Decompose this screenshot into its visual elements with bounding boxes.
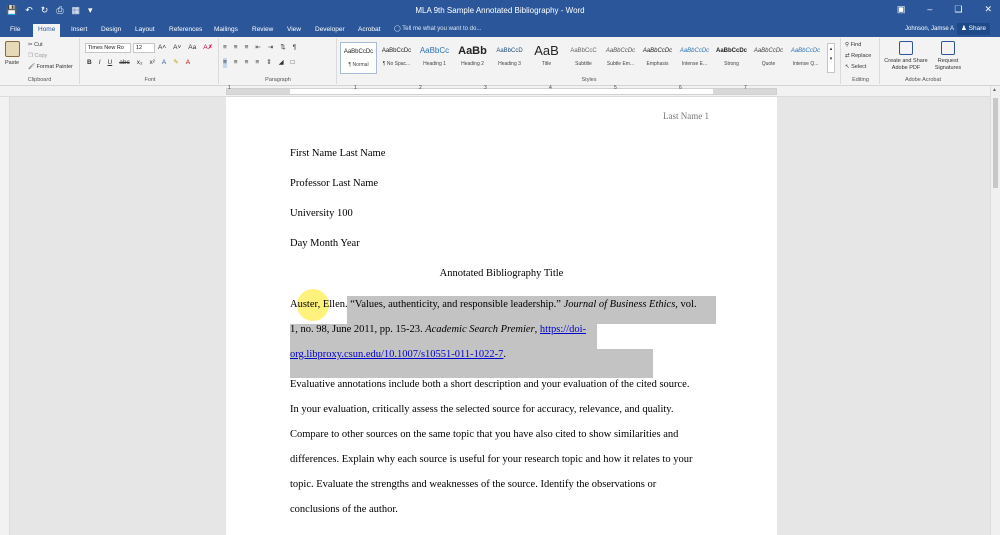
ruler-number: 3 [484, 85, 487, 91]
justify-icon[interactable]: ≡ [255, 59, 260, 66]
title-bar [0, 0, 1000, 22]
style-quote[interactable] [750, 42, 787, 74]
borders-icon[interactable]: □ [290, 59, 295, 66]
tab-review[interactable]: Review [252, 26, 274, 33]
style-name: Quote [761, 61, 776, 67]
pdf-icon [899, 41, 913, 55]
tab-file[interactable]: File [0, 22, 30, 37]
ruler-number: 1 [354, 85, 357, 91]
annotation-line[interactable]: Evaluative annotations include both a short description and your evaluation of the cited source. [290, 379, 690, 390]
chevron-down-icon[interactable]: ▾ [829, 56, 833, 62]
citation-database: Academic Search Premier [425, 324, 535, 335]
style-name: Intense E... [681, 61, 708, 67]
style-no-spacing[interactable] [378, 42, 415, 74]
tab-design[interactable]: Design [101, 26, 122, 33]
clipboard-label: Clipboard [27, 77, 52, 83]
tab-insert[interactable]: Insert [71, 26, 88, 33]
font-format-tools [87, 58, 190, 68]
font-label: Font [144, 77, 156, 83]
scroll-thumb[interactable] [993, 98, 998, 188]
style-sample: AaBbCcDc [605, 48, 636, 54]
minimize-icon[interactable]: – [927, 4, 933, 14]
multilevel-list-icon[interactable]: ≡ [244, 44, 249, 51]
paragraph-label: Paragraph [265, 77, 291, 83]
scroll-up-icon[interactable]: ▲ [992, 87, 997, 93]
annotation-line[interactable]: differences. Explain why each source is useful for your research topic and how it relates to your [290, 454, 693, 465]
bibliography-title[interactable]: Annotated Bibliography Title [439, 268, 564, 279]
italic-icon[interactable]: I [98, 59, 101, 66]
align-left-icon[interactable]: ≡ [223, 59, 227, 66]
share-button[interactable]: ♟ Share [957, 23, 990, 35]
editing-group [842, 38, 880, 84]
annotation-line[interactable]: conclusions of the author. [290, 504, 398, 515]
ruler-number: 7 [744, 85, 747, 91]
show-marks-icon[interactable]: ¶ [292, 44, 297, 51]
style-sample: AaBbCcD [496, 48, 523, 54]
citation-article: . “Values, authenticity, and responsible leadership.” [344, 299, 564, 310]
style-heading-2[interactable] [454, 42, 491, 74]
style-title[interactable] [528, 42, 565, 74]
citation-line-1[interactable] [290, 299, 697, 311]
create-pdf-button[interactable]: Create and Share Adobe PDF [881, 41, 931, 72]
shrink-font-icon[interactable]: A˅ [173, 44, 182, 51]
save-icon[interactable]: 💾 [6, 5, 18, 15]
annotation-line[interactable]: Compare to other sources on the same topic that you have also cited to show similarities and [290, 429, 679, 440]
restore-icon[interactable]: ❑ [954, 4, 963, 14]
print-preview-icon[interactable]: ⎙ [56, 5, 64, 15]
numbering-icon[interactable]: ≡ [233, 44, 238, 51]
copy-icon: ❐ [28, 53, 35, 59]
redo-icon[interactable]: ↻ [40, 5, 49, 15]
clear-formatting-icon[interactable]: A✗ [203, 44, 214, 51]
strikethrough-icon[interactable]: abc [119, 59, 130, 66]
citation-author: Auster, Ellen [290, 299, 345, 310]
align-right-icon[interactable]: ≡ [244, 59, 249, 66]
style-name: ¶ No Spac... [382, 61, 411, 67]
close-icon[interactable]: ✕ [984, 4, 992, 14]
window-controls [897, 4, 992, 15]
citation-link-part2[interactable]: org.libproxy.csun.edu/10.1007/s10551-011-1022-7 [290, 349, 504, 360]
vertical-scrollbar[interactable] [990, 86, 1000, 535]
style-name: Subtitle [575, 61, 592, 67]
ruler-number: 1 [228, 85, 231, 91]
superscript-icon[interactable]: x² [149, 59, 155, 66]
ribbon-home [0, 37, 1000, 86]
style-sample: AaB [534, 43, 559, 58]
bold-icon[interactable]: B [87, 59, 92, 66]
tab-view[interactable]: View [287, 26, 301, 33]
style-sample: AaBb [458, 45, 487, 57]
increase-indent-icon[interactable]: ⇥ [267, 44, 274, 51]
ruler-number: 5 [614, 85, 617, 91]
style-strong[interactable] [713, 42, 750, 74]
text-effects-icon[interactable]: A [161, 59, 167, 66]
replace-icon: ⇄ [845, 53, 852, 59]
scissors-icon: ✂ [28, 42, 35, 48]
font-name-combo[interactable]: Times New Ro [85, 43, 131, 53]
ruler-strip [226, 85, 777, 95]
editing-label: Editing [852, 77, 869, 83]
course-line[interactable]: University 100 [290, 208, 353, 219]
tab-layout[interactable]: Layout [135, 26, 155, 33]
paragraph-row-1 [223, 43, 296, 53]
style-normal[interactable] [340, 42, 377, 74]
style-intense-quote[interactable] [787, 42, 824, 74]
bullets-icon[interactable]: ≡ [223, 44, 227, 51]
style-subtle-emphasis[interactable] [602, 42, 639, 74]
style-sample: AaBbCcDc [715, 48, 747, 54]
subscript-icon[interactable]: x₂ [136, 59, 143, 66]
tab-acrobat[interactable]: Acrobat [358, 26, 381, 33]
style-name: Strong [724, 61, 739, 67]
citation-line-3[interactable] [290, 349, 506, 361]
ribbon-tabs [0, 22, 1000, 37]
style-subtitle[interactable] [565, 42, 602, 74]
horizontal-ruler[interactable] [0, 86, 1000, 97]
tab-home[interactable]: Home [33, 24, 60, 37]
style-name: Heading 3 [498, 61, 521, 67]
style-emphasis[interactable] [639, 42, 676, 74]
user-name[interactable]: Johnson, Jamse A [905, 26, 955, 32]
vertical-ruler[interactable] [0, 97, 10, 535]
style-name: Title [541, 61, 552, 67]
style-sample: AaBbCcDc [343, 49, 374, 55]
date-line[interactable]: Day Month Year [290, 238, 360, 249]
style-sample: AaBbCc [419, 46, 450, 55]
font-size-combo[interactable]: 12 [133, 43, 155, 53]
style-heading-3[interactable] [491, 42, 528, 74]
ruler-number: 4 [549, 85, 552, 91]
citation-end: . [503, 349, 507, 360]
grow-font-icon[interactable]: A˄ [158, 44, 167, 51]
citation-volume: , vol. [675, 299, 697, 310]
share-person-icon: ♟ [961, 25, 969, 32]
tab-mailings[interactable]: Mailings [214, 26, 238, 33]
acrobat-label: Adobe Acrobat [904, 77, 942, 83]
sort-icon[interactable]: ⇅ [280, 44, 286, 51]
lightbulb-icon: ◯ [394, 26, 403, 32]
ruler-left-margin [227, 89, 290, 94]
replace-button[interactable]: ⇄ Replace [845, 53, 872, 59]
table-icon[interactable]: ▦ [71, 5, 81, 15]
decrease-indent-icon[interactable]: ⇤ [255, 44, 261, 51]
paragraph-group [220, 38, 337, 84]
style-name: Intense Q... [792, 61, 819, 67]
align-center-icon[interactable]: ≡ [233, 59, 238, 66]
professor-line[interactable]: Professor Last Name [290, 178, 379, 189]
student-name-line[interactable]: First Name Last Name [290, 148, 386, 159]
styles-label: Styles [581, 77, 597, 83]
style-sample: AaBbCcDc [642, 48, 673, 54]
line-spacing-icon[interactable]: ⇕ [266, 59, 272, 66]
highlight-icon[interactable]: ✎ [173, 59, 179, 66]
copy-button[interactable]: ❐ Copy [28, 53, 48, 59]
tell-me-search[interactable]: ◯ Tell me what you want to do... [394, 26, 482, 32]
cursor-icon: ↖ [845, 64, 852, 70]
tab-references[interactable]: References [169, 26, 203, 33]
acrobat-group [881, 38, 965, 84]
citation-details: 1, no. 98, June 2011, pp. 15-23. [290, 324, 426, 335]
annotation-line[interactable]: topic. Evaluate the strengths and weaknesses of the source. Identify the observations or [290, 479, 657, 490]
font-group [82, 38, 219, 84]
undo-icon[interactable]: ↶ [25, 5, 33, 15]
style-sample: AaBbCcDc [753, 48, 784, 54]
underline-icon[interactable]: U [107, 59, 113, 66]
style-sample: AaBbCcDc [790, 48, 821, 54]
citation-comma: , [534, 324, 540, 335]
style-sample: AaBbCcC [570, 48, 597, 54]
style-name: Subtle Em... [606, 61, 635, 67]
style-name: Emphasis [646, 61, 669, 67]
style-intense-emphasis[interactable] [676, 42, 713, 74]
change-case-icon[interactable]: Aa [188, 44, 197, 51]
ruler-number: 2 [419, 85, 422, 91]
font-color-icon[interactable]: A [185, 59, 191, 66]
shading-icon[interactable]: ◢ [278, 59, 284, 66]
style-name: Heading 1 [423, 61, 446, 67]
paste-icon[interactable] [5, 41, 20, 57]
paragraph-row-2 [223, 58, 295, 68]
ribbon-display-icon[interactable]: ▣ [896, 4, 906, 14]
clipboard-group [0, 38, 80, 84]
cut-button[interactable]: ✂ Cut [28, 42, 43, 48]
brush-icon: 🖌 [28, 64, 37, 70]
signature-icon [941, 41, 955, 55]
find-button[interactable]: ⚲ Find [845, 42, 862, 48]
annotation-line[interactable]: In your evaluation, critically assess the selected source for accuracy, relevance, and quality. [290, 404, 674, 415]
font-size-tools [158, 43, 213, 53]
citation-line-2[interactable] [290, 324, 586, 336]
style-heading-1[interactable] [416, 42, 453, 74]
window-title: MLA 9th Sample Annotated Bibliography - Word [415, 6, 585, 15]
page-header[interactable]: Last Name 1 [663, 111, 709, 121]
style-name: ¶ Normal [348, 62, 369, 68]
styles-gallery-scroll[interactable] [827, 43, 835, 73]
styles-group [338, 38, 841, 84]
ruler-number: 6 [679, 85, 682, 91]
style-sample: AaBbCcDc [381, 48, 412, 54]
tab-developer[interactable]: Developer [315, 26, 345, 33]
search-icon: ⚲ [845, 42, 851, 48]
citation-link-part1[interactable]: https://doi- [539, 324, 587, 335]
format-painter-button[interactable]: 🖌 Format Painter [28, 64, 73, 70]
request-signatures-button[interactable]: Request Signatures [931, 41, 965, 72]
citation-journal: Journal of Business Ethics [563, 299, 676, 310]
style-sample: AaBbCcDc [679, 48, 710, 54]
chevron-up-icon[interactable]: ▴ [829, 46, 833, 52]
paste-button[interactable]: Paste [5, 60, 20, 66]
select-button[interactable]: ↖ Select [845, 64, 867, 70]
style-name: Heading 2 [461, 61, 484, 67]
customize-qat-icon[interactable]: ▾ [88, 5, 93, 15]
